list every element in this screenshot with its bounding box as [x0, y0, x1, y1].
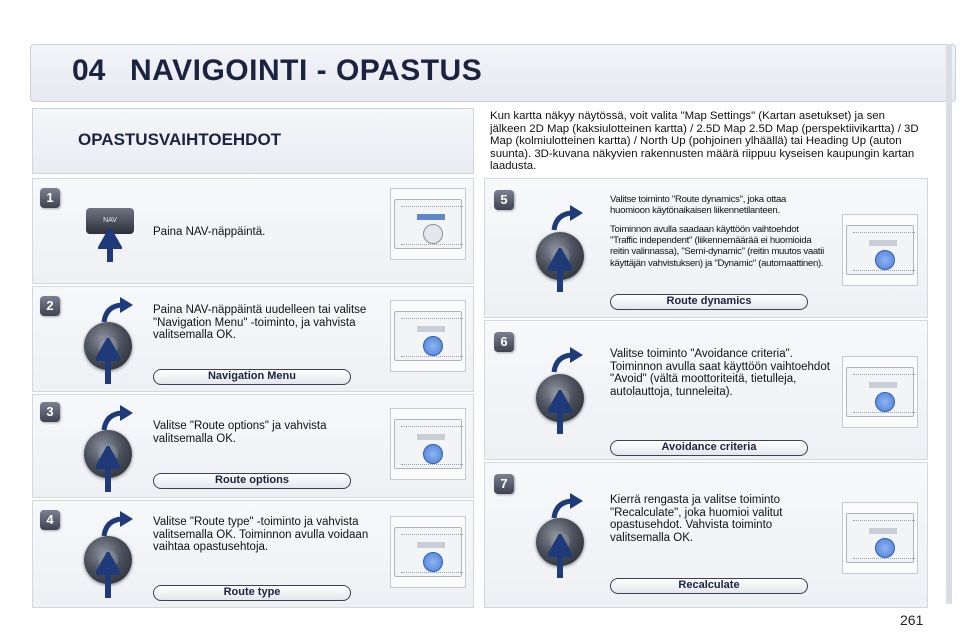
- step-1-number: 1: [40, 188, 60, 208]
- step-2-text: Paina NAV-näppäintä uudelleen tai valitse "Navigation Menu" -toiminto, ja vahvista valitsemalla OK.: [153, 304, 367, 342]
- radio-unit-icon: [390, 516, 466, 588]
- radio-unit-icon: [390, 188, 466, 260]
- rotate-arrow-icon: [100, 296, 134, 324]
- step-6-text: Valitse toiminto "Avoidance criteria". Toiminnon avulla saat käyttöön vaihtoehdot "Avoid" (vältä moottoriteitä, tietulleja, autolauttoja, tunneleita).: [610, 348, 830, 398]
- step-7-number: 7: [494, 474, 514, 494]
- page-title: NAVIGOINTI - OPASTUS: [130, 54, 483, 87]
- press-arrow-icon: [96, 552, 120, 598]
- step-2-number: 2: [40, 296, 60, 316]
- menu-item-route-options: Route options: [153, 473, 351, 489]
- press-arrow-icon: [548, 534, 572, 578]
- step-3-text: Valitse "Route options" ja vahvista valitsemalla OK.: [153, 420, 327, 445]
- menu-item-route-dynamics: Route dynamics: [610, 294, 808, 310]
- rotate-arrow-icon: [550, 346, 584, 374]
- step-7-text: Kierrä rengasta ja valitse toiminto "Recalculate", joka huomioi valitut opastusehdot. Vahvista toiminto valitsemalla OK.: [610, 494, 783, 544]
- section-title: OPASTUSVAIHTOEHDOT: [78, 130, 282, 149]
- radio-unit-icon: [390, 300, 466, 372]
- press-arrow-icon: [548, 390, 572, 434]
- press-arrow-icon: [96, 446, 120, 492]
- rotate-arrow-icon: [550, 204, 584, 232]
- radio-unit-icon: [842, 502, 918, 574]
- step-1-text: Paina NAV-näppäintä.: [153, 226, 266, 238]
- press-arrow-icon: [98, 228, 122, 262]
- menu-item-route-type: Route type: [153, 585, 351, 601]
- chapter-number: 04: [72, 54, 106, 87]
- menu-item-avoidance-criteria: Avoidance criteria: [610, 440, 808, 456]
- nav-button-icon: NAV: [86, 208, 134, 234]
- rotate-arrow-icon: [100, 510, 134, 538]
- step-5-text-a: Valitse toiminto "Route dynamics", joka ottaa huomioon käytönaikaisen liikennetilanteen.: [610, 194, 787, 217]
- step-5-number: 5: [494, 190, 514, 210]
- press-arrow-icon: [96, 338, 120, 384]
- step-3-number: 3: [40, 402, 60, 422]
- radio-unit-icon: [390, 408, 466, 480]
- radio-unit-icon: [842, 356, 918, 428]
- menu-item-navigation-menu: Navigation Menu: [153, 369, 351, 385]
- step-6-number: 6: [494, 332, 514, 352]
- intro-text: Kun kartta näkyy näytössä, voit valita "Map Settings" (Kartan asetukset) ja sen jälkeen 2D Map (kaksiulotteinen kartta) / 2.5D Map 2.5D Map (perspektiivikartta) / 3D Map (kolmiulotteinen kartta) / North Up (pohjoinen ylhäällä) tai Heading Up (auton suunta). 3D-kuvana näkyvien rakennusten määrä riippuu kyseisen kaupungin kartan laadusta.: [490, 110, 919, 173]
- radio-unit-icon: [842, 214, 918, 286]
- press-arrow-icon: [548, 248, 572, 292]
- step-4-text: Valitse "Route type" -toiminto ja vahvista valitsemalla OK. Toiminnon avulla voidaan vaihtaa opastusehtoja.: [153, 516, 369, 554]
- menu-item-recalculate: Recalculate: [610, 578, 808, 594]
- page-number: 261: [900, 612, 924, 628]
- step-4-number: 4: [40, 510, 60, 530]
- rotate-arrow-icon: [550, 492, 584, 520]
- side-strip: [946, 44, 952, 604]
- rotate-arrow-icon: [100, 404, 134, 432]
- step-5-text-b: Toiminnon avulla saadaan käyttöön vaihtoehdot "Traffic independent" (liikennemäärää ei huomioida reitin valinnassa), "Semi-dynamic" (reitin muutos vaatii käyttäjän vahvistuksen) ja "Dynamic" (automaattinen).: [610, 224, 824, 269]
